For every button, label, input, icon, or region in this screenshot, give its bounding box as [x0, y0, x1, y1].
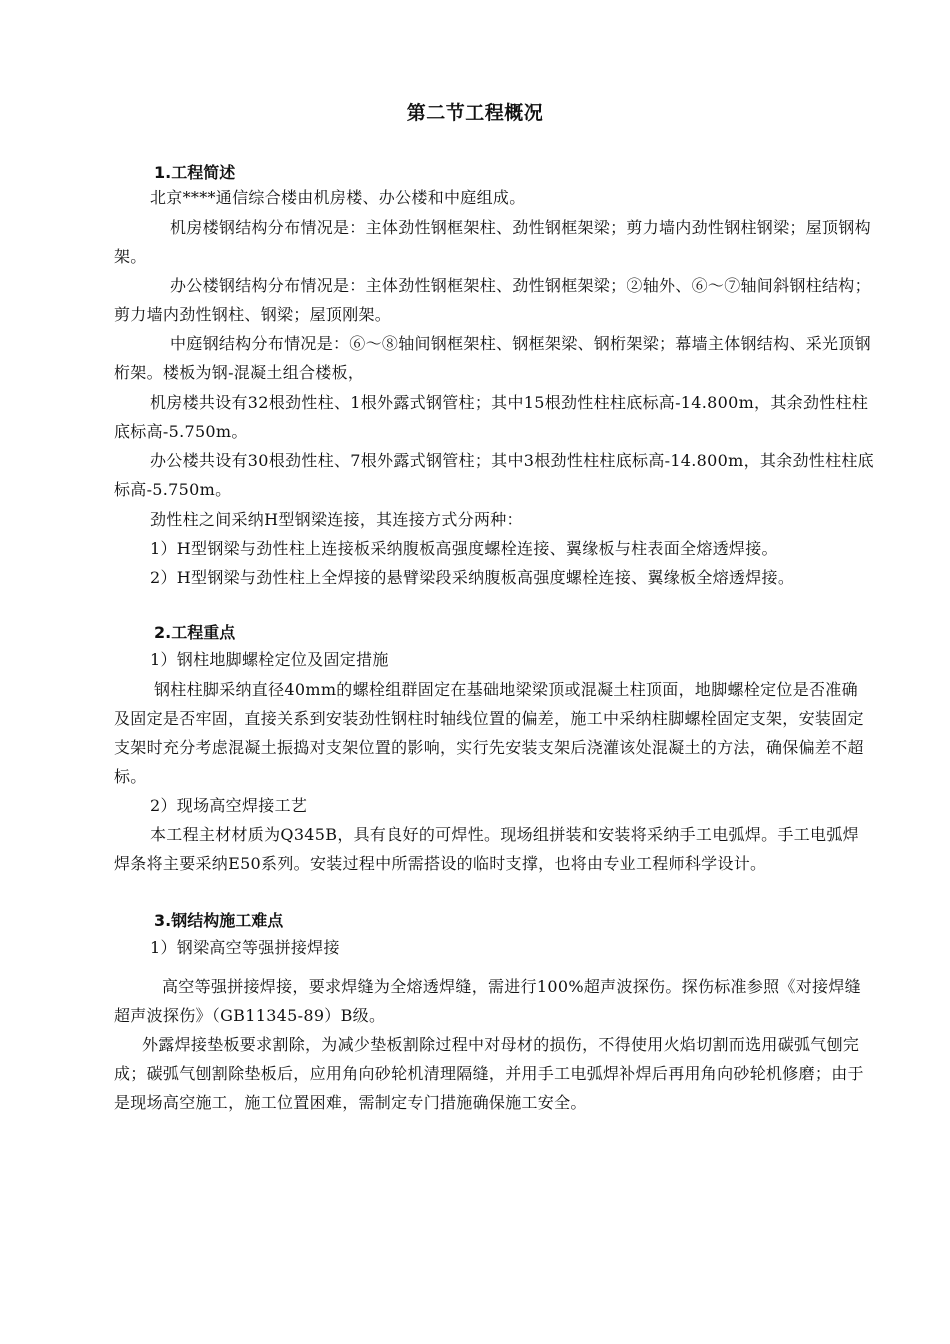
- paragraph: 北京****通信综合楼由机房楼、办公楼和中庭组成。: [150, 188, 526, 207]
- paragraph: 办公楼共设有30根劲性柱、7根外露式钢管柱；其中3根劲性柱柱底标高-14.800m，其余劲性柱柱底标高-5.750m。: [114, 451, 874, 499]
- paragraph: 2）H型钢梁与劲性柱上全焊接的悬臂梁段采纳腹板高强度螺栓连接、翼缘板全熔透焊接。: [150, 568, 795, 587]
- section-heading-3: 3.钢结构施工难点: [154, 911, 284, 930]
- paragraph: 钢柱柱脚采纳直径40mm的螺栓组群固定在基础地梁梁顶或混凝土柱顶面，地脚螺栓定位是否准确及固定是否牢固，直接关系到安装劲性钢柱时轴线位置的偏差，施工中采纳柱脚螺栓固定支架，安装固定支架时充分考虑混凝土振捣对支架位置的影响，实行先安装支架后浇灌该处混凝土的方法，确保偏差不超标。: [114, 680, 864, 786]
- subheading: 2）现场高空焊接工艺: [150, 796, 308, 815]
- section-heading-2: 2.工程重点: [154, 623, 236, 642]
- paragraph: 本工程主材材质为Q345B，具有良好的可焊性。现场组拼装和安装将采纳手工电弧焊。手工电弧焊焊条将主要采纳E50系列。安装过程中所需搭设的临时支撑，也将由专业工程师科学设计。: [114, 825, 859, 873]
- section-heading-1: 1.工程简述: [154, 163, 236, 182]
- subheading: 1）钢柱地脚螺栓定位及固定措施: [150, 650, 389, 669]
- paragraph: 劲性柱之间采纳H型钢梁连接，其连接方式分两种：: [150, 510, 523, 529]
- paragraph: 机房楼共设有32根劲性柱、1根外露式钢管柱；其中15根劲性柱柱底标高-14.800m，其余劲性柱柱底标高-5.750m。: [114, 393, 869, 441]
- page-title: 第二节工程概况: [406, 102, 544, 124]
- paragraph: 高空等强拼接焊接，要求焊缝为全熔透焊缝，需进行100%超声波探伤。探伤标准参照《对接焊缝超声波探伤》（GB11345-89）B级。: [114, 977, 861, 1025]
- subheading: 1）钢梁高空等强拼接焊接: [150, 938, 340, 957]
- paragraph: 机房楼钢结构分布情况是：主体劲性钢框架柱、劲性钢框架梁；剪力墙内劲性钢柱钢梁；屋顶钢构架。: [114, 218, 871, 266]
- paragraph: 办公楼钢结构分布情况是：主体劲性钢框架柱、劲性钢框架梁；②轴外、⑥～⑦轴间斜钢柱结构；剪力墙内劲性钢柱、钢梁；屋顶刚架。: [114, 276, 871, 324]
- paragraph: 外露焊接垫板要求割除，为减少垫板割除过程中对母材的损伤，不得使用火焰切割而选用碳弧气刨完成；碳弧气刨割除垫板后，应用角向砂轮机清理隔缝，并用手工电弧焊补焊后再用角向砂轮机修磨；由于是现场高空施工，施工位置困难，需制定专门措施确保施工安全。: [114, 1035, 864, 1112]
- paragraph: 1）H型钢梁与劲性柱上连接板采纳腹板高强度螺栓连接、翼缘板与柱表面全熔透焊接。: [150, 539, 778, 558]
- paragraph: 中庭钢结构分布情况是：⑥～⑧轴间钢框架柱、钢框架梁、钢桁架梁；幕墙主体钢结构、采光顶钢桁架。楼板为钢-混凝土组合楼板，: [114, 334, 871, 382]
